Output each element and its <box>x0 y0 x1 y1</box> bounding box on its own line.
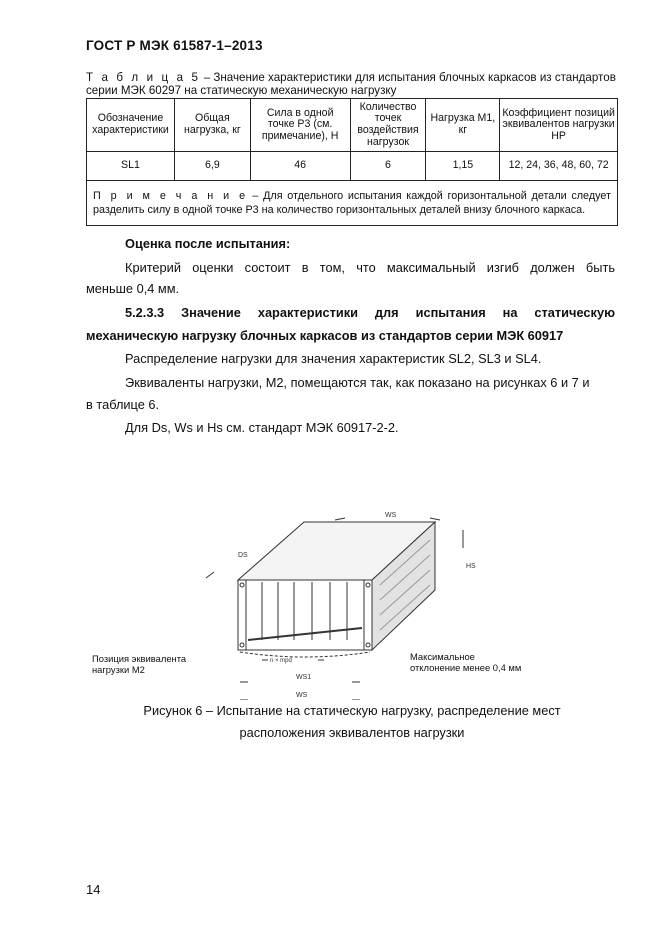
table-note <box>87 181 618 226</box>
label-ws1: WS1 <box>296 674 312 681</box>
table-note-row <box>87 181 618 226</box>
table-caption-prefix: Т а б л и ц а 5 <box>86 71 201 84</box>
table-note-text: – Для отдельного испытания каждой горизонтальной детали следует разделить силу в одной точке P3 на количество горизонтальных деталей внизу блочного каркаса. <box>93 190 611 216</box>
section-paragraph-3: Для Ds, Ws и Hs см. стандарт МЭК 60917-2-2. <box>125 420 399 435</box>
left-figure-note <box>92 653 186 675</box>
label-ws-bottom: WS <box>296 692 308 699</box>
document-header: ГОСТ Р МЭК 61587-1–2013 <box>86 38 263 53</box>
left-note-line-2: нагрузки М2 <box>92 664 145 675</box>
section-heading-line-2: механическую нагрузку блочных каркасов из стандартов серии МЭК 60917 <box>86 328 564 343</box>
page-number: 14 <box>86 882 101 897</box>
table-row <box>87 152 618 181</box>
table-cell: 1,15 <box>426 152 500 181</box>
figure-caption-line-1: Рисунок 6 – Испытание на статическую нагрузку, распределение мест <box>143 703 561 718</box>
column-header: Общая нагрузка, кг <box>174 99 250 152</box>
label-ws-top: WS <box>385 512 397 519</box>
label-n-mpd: n × mpd <box>270 658 292 664</box>
table-cell: 6 <box>350 152 426 181</box>
eval-line-2: меньше 0,4 мм. <box>86 281 180 296</box>
column-header: Количество точек воздействия нагрузок <box>350 99 426 152</box>
right-figure-note <box>410 651 521 673</box>
column-header: Коэффициент позиций эквивалентов нагрузки HP <box>500 99 618 152</box>
characteristics-table <box>86 98 618 226</box>
label-hs: HS <box>466 563 476 570</box>
table-caption <box>86 71 621 97</box>
left-note-line-1: Позиция эквивалента <box>92 653 187 664</box>
section-paragraph-2-line-2: в таблице 6. <box>86 397 160 412</box>
table-cell: SL1 <box>87 152 175 181</box>
table-cell: 46 <box>250 152 350 181</box>
label-ds: DS <box>238 552 248 559</box>
section-heading-line-1: 5.2.3.3 Значение характеристики для испытания на статическую <box>125 305 615 320</box>
right-note-line-1: Максимальное <box>410 651 475 662</box>
table-cell: 12, 24, 36, 48, 60, 72 <box>500 152 618 181</box>
section-paragraph-1: Распределение нагрузки для значения характеристик SL2, SL3 и SL4. <box>125 351 542 366</box>
eval-line-1: Критерий оценки состоит в том, что максимальный изгиб должен быть <box>125 260 615 275</box>
table-header-row <box>87 99 618 152</box>
column-header: Сила в одной точке P3 (см. примечание), Н <box>250 99 350 152</box>
column-header: Нагрузка М1, кг <box>426 99 500 152</box>
column-header: Обозначение характеристики <box>87 99 175 152</box>
eval-heading: Оценка после испытания: <box>125 236 291 251</box>
right-note-line-2: отклонение менее 0,4 мм <box>410 662 522 673</box>
section-paragraph-2-line-1: Эквиваленты нагрузки, М2, помещаются так, как показано на рисунках 6 и 7 и <box>125 375 590 390</box>
table-cell: 6,9 <box>174 152 250 181</box>
table-note-prefix: П р и м е ч а н и е <box>93 190 248 202</box>
figure-caption-line-2: расположения эквивалентов нагрузки <box>239 725 465 740</box>
table-caption-text: – Значение характеристики для испытания блочных каркасов из стандартов серии МЭК 60297 на статическую механическую нагрузку <box>86 71 616 97</box>
